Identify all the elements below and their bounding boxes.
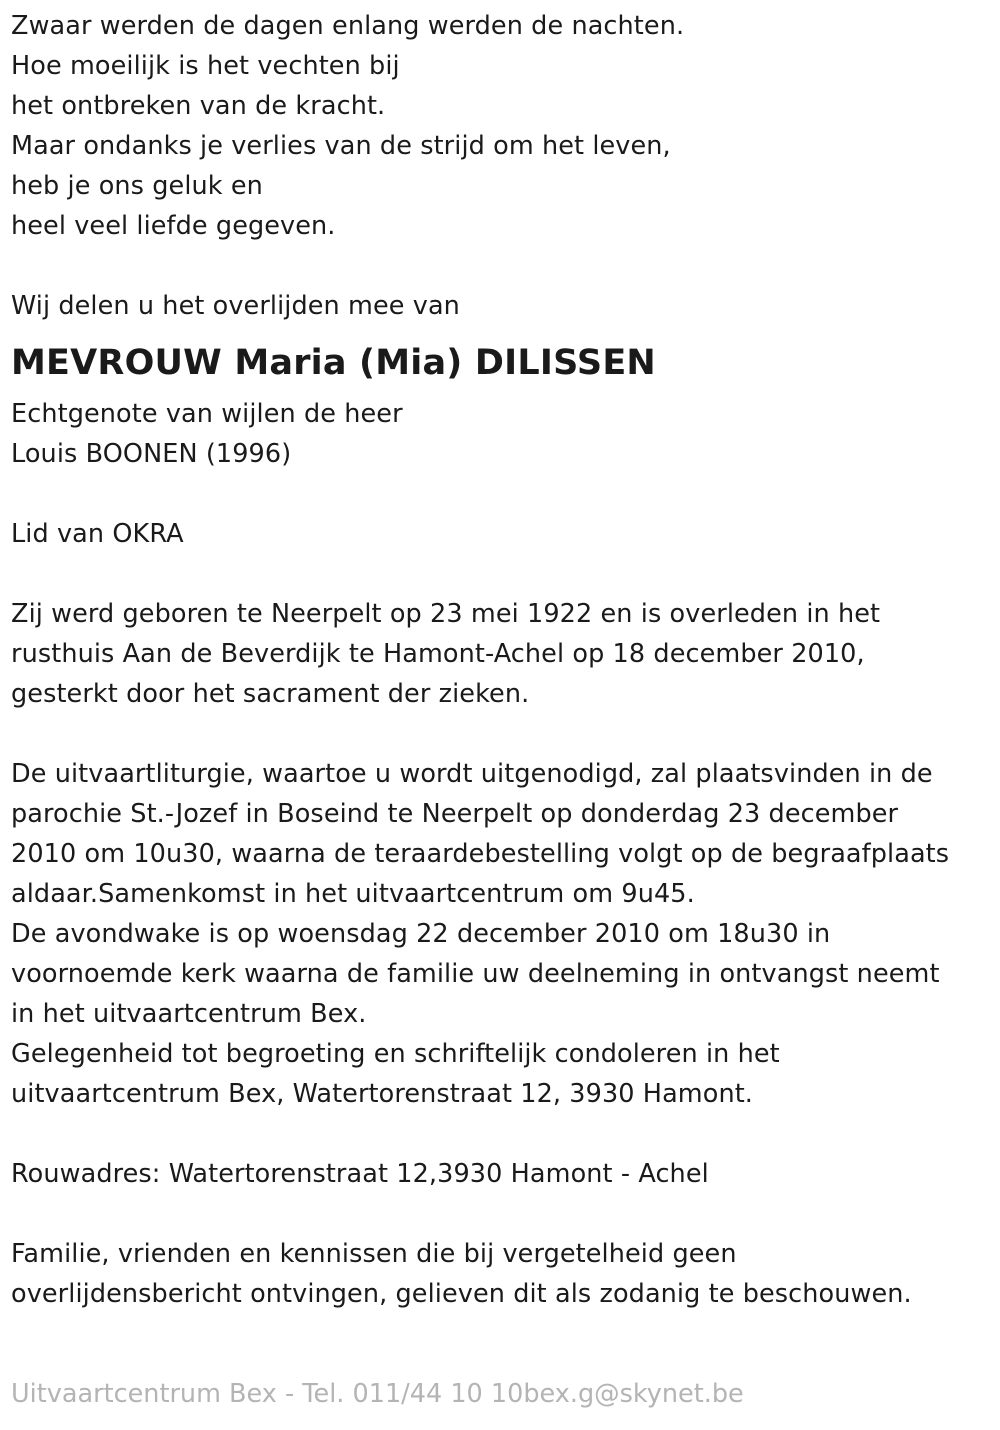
spacer	[11, 554, 991, 594]
paragraph-line: rusthuis Aan de Beverdijk te Hamont-Achel op 18 december 2010,	[11, 639, 865, 669]
spouse-line: Echtgenote van wijlen de heer	[11, 399, 403, 429]
spacer	[11, 246, 991, 286]
paragraph-line: Gelegenheid tot begroeting en schriftelijk condoleren in het	[11, 1039, 780, 1069]
poem-line: Hoe moeilijk is het vechten bij	[11, 51, 400, 81]
membership: Lid van OKRA	[11, 519, 184, 549]
closing-paragraph	[11, 1234, 991, 1314]
funeral-paragraph	[11, 754, 991, 1114]
birth-death-paragraph	[11, 594, 991, 714]
paragraph-line: gesterkt door het sacrament der zieken.	[11, 679, 530, 709]
paragraph-line: voornoemde kerk waarna de familie uw deelneming in ontvangst neemt	[11, 959, 940, 989]
paragraph-line: aldaar.Samenkomst in het uitvaartcentrum om 9u45.	[11, 879, 695, 909]
paragraph-line: in het uitvaartcentrum Bex.	[11, 999, 367, 1029]
paragraph-line: 2010 om 10u30, waarna de teraardebestelling volgt op de begraafplaats	[11, 839, 950, 869]
poem-line: Zwaar werden de dagen enlang werden de nachten.	[11, 11, 685, 41]
paragraph-line: overlijdensbericht ontvingen, gelieven dit als zodanig te beschouwen.	[11, 1279, 912, 1309]
poem-line: heb je ons geluk en	[11, 171, 263, 201]
paragraph-line: uitvaartcentrum Bex, Watertorenstraat 12, 3930 Hamont.	[11, 1079, 754, 1109]
deceased-name: MEVROUW Maria (Mia) DILISSEN	[11, 343, 656, 383]
poem-line: het ontbreken van de kracht.	[11, 91, 386, 121]
poem-line: Maar ondanks je verlies van de strijd om het leven,	[11, 131, 671, 161]
spouse-info	[11, 394, 991, 474]
paragraph-line: De uitvaartliturgie, waartoe u wordt uitgenodigd, zal plaatsvinden in de	[11, 759, 933, 789]
spacer	[11, 1114, 991, 1154]
spouse-line: Louis BOONEN (1996)	[11, 439, 292, 469]
paragraph-line: De avondwake is op woensdag 22 december 2010 om 18u30 in	[11, 919, 831, 949]
paragraph-line: Familie, vrienden en kennissen die bij vergetelheid geen	[11, 1239, 737, 1269]
paragraph-line: parochie St.-Jozef in Boseind te Neerpelt op donderdag 23 december	[11, 799, 899, 829]
intro-text: Wij delen u het overlijden mee van	[11, 291, 460, 321]
death-notice	[11, 6, 991, 1314]
mourning-address: Rouwadres: Watertorenstraat 12,3930 Hamont - Achel	[11, 1159, 709, 1189]
spacer	[11, 714, 991, 754]
footer-contact: Uitvaartcentrum Bex - Tel. 011/44 10 10bex.g@skynet.be	[11, 1379, 744, 1409]
paragraph-line: Zij werd geboren te Neerpelt op 23 mei 1922 en is overleden in het	[11, 599, 881, 629]
spacer	[11, 1194, 991, 1234]
spacer	[11, 474, 991, 514]
poem	[11, 6, 991, 246]
poem-line: heel veel liefde gegeven.	[11, 211, 336, 241]
